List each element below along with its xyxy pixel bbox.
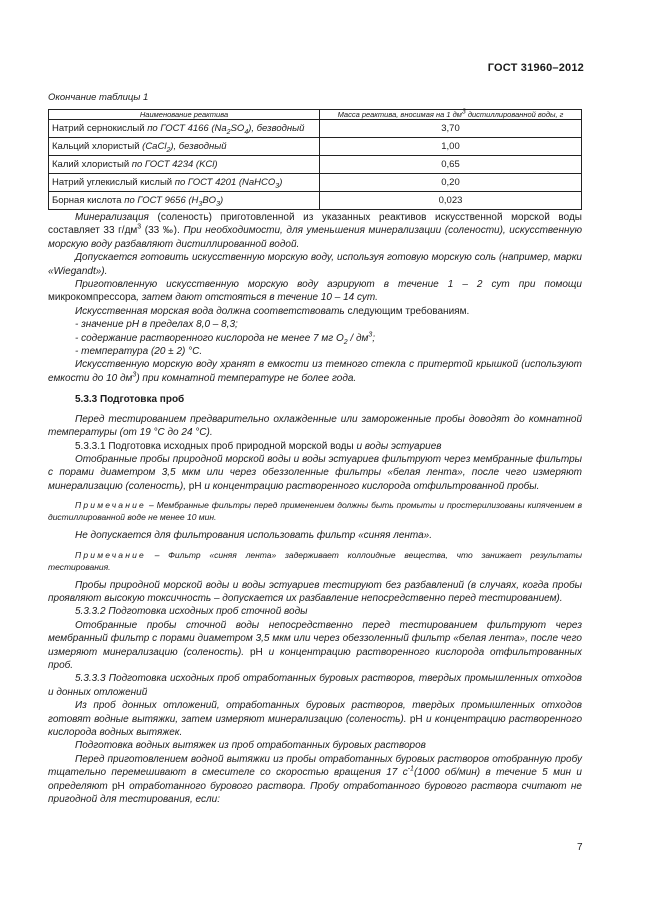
subsection-heading: 5.3.3.3 Подготовка исходных проб отработанных буровых растворов, твердых промышленных отходов и донных отложений <box>48 673 582 698</box>
reagents-table <box>48 109 582 210</box>
table-row <box>49 192 582 210</box>
table-header-row <box>49 110 582 120</box>
reagent-name: Борная кислота по ГОСТ 9656 $(H_3BO_3)$ <box>49 192 320 210</box>
table-row <box>49 120 582 138</box>
subsection-heading: 5.3.3.2 Подготовка исходных проб сточной воды <box>75 606 308 618</box>
table-caption: Окончание таблицы 1 <box>48 92 149 103</box>
section-heading: 5.3.3 Подготовка проб <box>75 394 185 406</box>
list-item-ph: - значение pH в пределах 8,0 – 8,3; <box>75 319 238 331</box>
paragraph-aeration: Приготовленную искусственную морскую воду аэрируют в течение 1 – 2 сут при помощи микрокомпрессора, затем дают отстояться в течение 10 – 14 сут. <box>48 279 582 304</box>
subsection-heading: 5.3.3.1 Подготовка исходных проб природной морской воды и воды эстуариев <box>75 440 442 452</box>
reagent-name: Натрий углекислый кислый по ГОСТ 4201 (NaHCO$_3$) <box>49 174 320 192</box>
page-number: 7 <box>577 842 583 853</box>
paragraph-storage: Искусственную морскую воду хранят в емкости из темного стекла с притертой крышкой (используют емкости до 10 $дм^3$) при комнатной температуре не более года. <box>48 359 582 384</box>
column-header-reagent: Наименование реактива <box>49 110 320 120</box>
note: Примечание – Фильтр «синяя лента» задерживает коллоидные вещества, что занижает результаты тестирования. <box>48 549 582 572</box>
list-item-temperature: - температура (20 ± 2) °С. <box>75 346 203 358</box>
reagent-mass: 0,20 <box>320 174 582 192</box>
paragraph-wastewater: Отобранные пробы сточной воды непосредственно перед тестированием фильтруют через мембранный фильтр с порами диаметром 3,5 мкм или через обеззоленный фильтр «белая лента», после чего измеряют минерализацию (соленость). pH и концентрацию растворенного кислорода отфильтрованных проб. <box>48 619 583 671</box>
paragraph-sea-salt: Допускается готовить искусственную морскую воду, используя готовую морскую соль (например, марки «Wiegandt»). <box>48 252 582 277</box>
standard-header: ГОСТ 31960–2012 <box>487 62 584 74</box>
paragraph-mixing: Перед приготовлением водной вытяжки из пробы отработанных буровых растворов отобранную пробу тщательно перемешивают в смесителе со скоростью вращения 17 $с^{-1}(1000$ об/мин) в течение 5 мин и определяют pH отработанного бурового раствора. Пробу отработанного бурового раствора считают не пригодной для тестирования, если: <box>48 753 582 806</box>
paragraph-extracts: Из проб донных отложений, отработанных буровых растворов, твердых промышленных отходов готовят водные вытяжки, затем измеряют минерализацию (соленость). pH и концентрацию растворенного кислорода водных вытяжек. <box>48 700 583 738</box>
paragraph-filtering: Отобранные пробы природной морской воды и воды эстуариев фильтруют через мембранные фильтры с порами диаметром 3,5 мкм или через обеззоленные фильтры «белая лента», после чего измеряют минерализацию (соленость), pH и концентрацию растворенного кислорода отфильтрованной пробы. <box>48 453 582 492</box>
reagent-name: Калий хлористый по ГОСТ 4234 (KCl) <box>49 156 320 174</box>
column-header-mass: Масса реактива, вносимая на 1 $дм^3$ дистиллированной воды, г <box>320 110 582 120</box>
paragraph-extracts-heading: Подготовка водных вытяжек из проб отработанных буровых растворов <box>75 740 426 752</box>
note: Примечание – Мембранные фильтры перед применением должны быть промыты и простерилизованы кипячением в дистиллированной воде не менее 10 мин. <box>48 500 582 523</box>
reagent-mass: 0,65 <box>320 156 582 174</box>
reagent-mass: 3,70 <box>320 120 582 138</box>
list-item-oxygen: - содержание растворенного кислорода не менее 7 мг $O_2 / дм^3$; <box>75 331 376 346</box>
paragraph-no-dilution: Пробы природной морской воды и воды эстуариев тестируют без разбавлений (в случаях, когда пробы проявляют высокую токсичность – допускается их разбавление непосредственно перед тестированием). <box>48 579 582 604</box>
table-row <box>49 156 582 174</box>
paragraph-blue-filter: Не допускается для фильтрования использовать фильтр «синяя лента». <box>75 530 433 542</box>
reagent-mass: 1,00 <box>320 138 582 156</box>
paragraph-mineralization: Минерализация (соленость) приготовленной из указанных реактивов искусственной морской воды составляет 33 $г/дм^3$ (33 ‰). При необходимости, для уменьшения минерализации (солености), искусственную морскую воду разбавляют дистиллированной водой. <box>48 212 582 250</box>
reagent-mass: 0,023 <box>320 192 582 210</box>
reagent-name: Натрий сернокислый по ГОСТ 4166 $(Na_2SO_4)$, безводный <box>49 120 320 138</box>
paragraph-room-temperature: Перед тестированием предварительно охлажденные или замороженные пробы доводят до комнатной температуры (от 19 °С до 24 °С). <box>48 413 582 439</box>
document-body <box>48 211 582 806</box>
table-row <box>49 138 582 156</box>
paragraph-requirements: Искусственная морская вода должна соответствовать следующим требованиям. <box>75 305 470 317</box>
reagent-name: Кальций хлористый (CaCl$_2$), безводный <box>49 138 320 156</box>
table-row <box>49 174 582 192</box>
